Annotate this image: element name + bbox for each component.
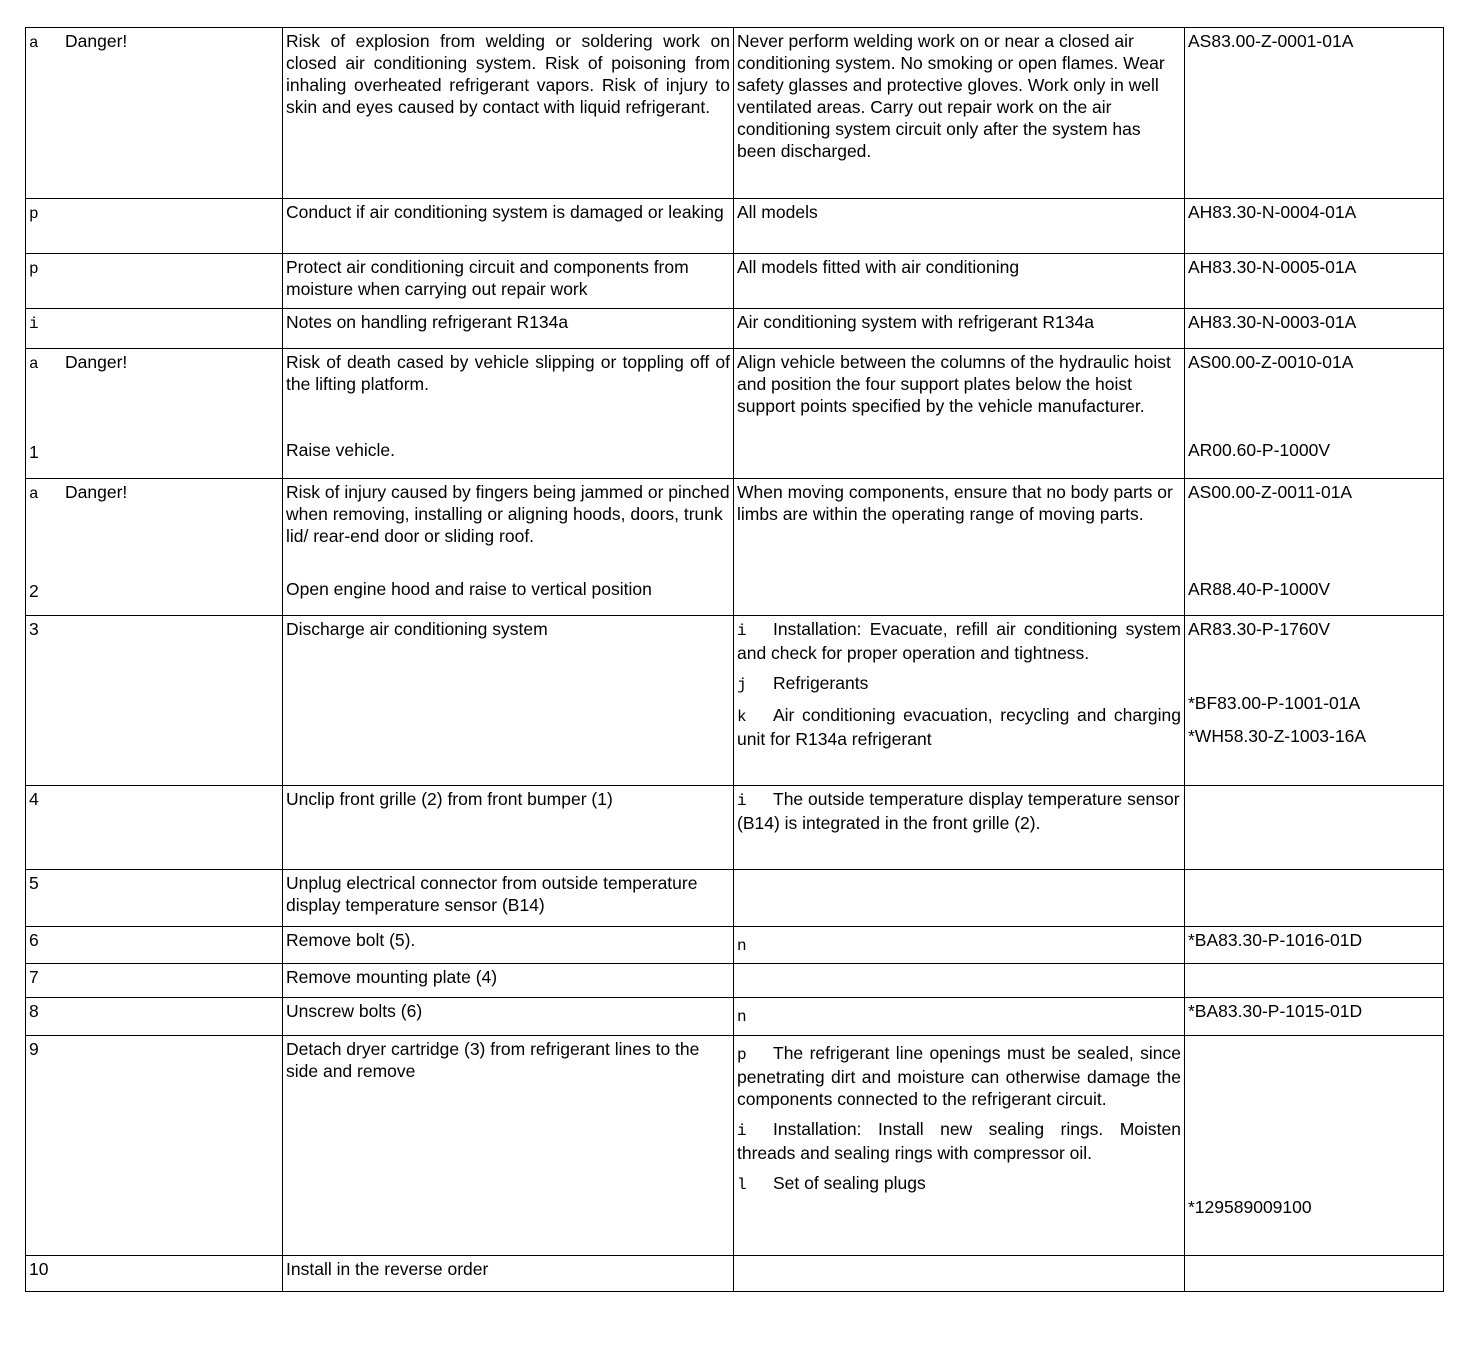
notes-cell <box>734 998 1185 1036</box>
danger-reference[interactable]: AS00.00-Z-0011-01A <box>1188 482 1353 502</box>
notes-cell <box>734 786 1185 870</box>
step-cell <box>26 199 283 254</box>
notes-cell <box>734 964 1185 998</box>
reference-cell <box>1185 964 1444 998</box>
table-row <box>26 616 1444 786</box>
description-cell <box>283 479 734 616</box>
description-cell: Risk of explosion from welding or soldering work on closed air conditioning system. Risk of poisoning from inhaling overheated refrigerant vapors. Risk of injury to skin and eyes caused by contact with liquid refrigerant. <box>283 28 734 199</box>
reference-link[interactable]: *WH58.30-Z-1003-16A <box>1188 726 1366 746</box>
note-text: Installation: Install new sealing rings. Moisten threads and sealing rings with compressor oil. <box>737 1119 1181 1163</box>
description-cell: Unclip front grille (2) from front bumper (1) <box>283 786 734 870</box>
reference-link[interactable]: *BF83.00-P-1001-01A <box>1188 693 1361 713</box>
reference-cell <box>1185 1036 1444 1256</box>
table-row <box>26 927 1444 964</box>
description-cell: Protect air conditioning circuit and components from moisture when carrying out repair work <box>283 254 734 309</box>
step-number: 2 <box>29 581 39 601</box>
table-row <box>26 998 1444 1036</box>
step-number: 7 <box>26 964 283 998</box>
info-icon: i <box>737 622 747 640</box>
description-cell: Unscrew bolts (6) <box>283 998 734 1036</box>
reference-link[interactable]: AR83.30-P-1760V <box>1188 619 1331 639</box>
reference-cell[interactable]: AH83.30-N-0003-01A <box>1185 309 1444 349</box>
step-cell <box>26 309 283 349</box>
danger-label: Danger! <box>65 31 128 51</box>
danger-label: Danger! <box>65 482 128 502</box>
step-reference[interactable]: AR88.40-P-1000V <box>1188 579 1331 599</box>
notes-cell <box>734 870 1185 927</box>
step-number: 3 <box>26 616 283 786</box>
reference-cell[interactable]: AS83.00-Z-0001-01A <box>1185 28 1444 199</box>
info-icon: i <box>29 315 39 333</box>
step-number: 8 <box>26 998 283 1036</box>
reference-cell <box>1185 349 1444 479</box>
notes-cell: Never perform welding work on or near a closed air conditioning system. No smoking or open flames. Wear safety glasses and protective gloves. Work only in well ventilated areas. Carry out repair work on the air conditioning system circuit only after the system has been discharged. <box>734 28 1185 199</box>
danger-icon: a <box>29 485 39 503</box>
table-row <box>26 199 1444 254</box>
table-row <box>26 870 1444 927</box>
table-row <box>26 349 1444 479</box>
notes-cell: When moving components, ensure that no body parts or limbs are within the operating range of moving parts. <box>734 479 1185 616</box>
procedure-table <box>25 27 1444 1292</box>
notes-cell <box>734 616 1185 786</box>
danger-icon: a <box>29 34 39 52</box>
notes-cell: Air conditioning system with refrigerant R134a <box>734 309 1185 349</box>
reference-cell <box>1185 479 1444 616</box>
reference-cell[interactable]: AH83.30-N-0004-01A <box>1185 199 1444 254</box>
notes-cell <box>734 1256 1185 1292</box>
note-text: The outside temperature display temperature sensor (B14) is integrated in the front grille (2). <box>737 789 1180 833</box>
notes-cell <box>734 1036 1185 1256</box>
note-text: Air conditioning evacuation, recycling and charging unit for R134a refrigerant <box>737 705 1181 749</box>
info-icon: i <box>737 792 747 810</box>
step-number: 1 <box>29 442 39 462</box>
notes-cell: Align vehicle between the columns of the hydraulic hoist and position the four support plates below the hoist support points specified by the vehicle manufacturer. <box>734 349 1185 479</box>
step-number: 4 <box>26 786 283 870</box>
table-row <box>26 786 1444 870</box>
note-text: Refrigerants <box>773 673 869 693</box>
description-cell: Install in the reverse order <box>283 1256 734 1292</box>
description-cell: Detach dryer cartridge (3) from refrigerant lines to the side and remove <box>283 1036 734 1256</box>
step-cell <box>26 479 283 616</box>
step-text: Raise vehicle. <box>286 440 395 460</box>
danger-description: Risk of injury caused by fingers being jammed or pinched when removing, installing or aligning hoods, doors, trunk lid/ rear-end door or sliding roof. <box>286 482 730 546</box>
description-cell: Conduct if air conditioning system is damaged or leaking <box>283 199 734 254</box>
description-cell: Unplug electrical connector from outside temperature display temperature sensor (B14) <box>283 870 734 927</box>
danger-reference[interactable]: AS00.00-Z-0010-01A <box>1188 352 1354 372</box>
reference-cell[interactable]: *BA83.30-P-1015-01D <box>1185 998 1444 1036</box>
note-text: Installation: Evacuate, refill air conditioning system and check for proper operation and tightness. <box>737 619 1181 663</box>
notes-cell: All models <box>734 199 1185 254</box>
info-icon: i <box>737 1122 747 1140</box>
danger-icon: a <box>29 355 39 373</box>
step-cell <box>26 349 283 479</box>
reference-cell[interactable]: *BA83.30-P-1016-01D <box>1185 927 1444 964</box>
description-cell <box>283 349 734 479</box>
table-row <box>26 1036 1444 1256</box>
note-text: The refrigerant line openings must be sealed, since penetrating dirt and moisture can otherwise damage the components connected to the refrigerant circuit. <box>737 1043 1181 1109</box>
refrigerant-icon: j <box>737 676 747 694</box>
table-row <box>26 254 1444 309</box>
tool-icon: l <box>737 1176 747 1194</box>
step-cell <box>26 254 283 309</box>
tool-icon: k <box>737 708 747 726</box>
wrench-icon: p <box>29 205 39 223</box>
reference-cell[interactable]: AH83.30-N-0005-01A <box>1185 254 1444 309</box>
torque-icon: n <box>737 1008 747 1026</box>
part-number[interactable]: *129589009100 <box>1188 1197 1312 1217</box>
step-reference[interactable]: AR00.60-P-1000V <box>1188 440 1331 460</box>
table-row <box>26 964 1444 998</box>
danger-label: Danger! <box>65 352 128 372</box>
table-row <box>26 479 1444 616</box>
step-number: 5 <box>26 870 283 927</box>
wrench-icon: p <box>29 260 39 278</box>
note-text: Set of sealing plugs <box>773 1173 926 1193</box>
description-cell: Remove mounting plate (4) <box>283 964 734 998</box>
table-row <box>26 1256 1444 1292</box>
torque-icon: n <box>737 937 747 955</box>
wrench-icon: p <box>737 1046 747 1064</box>
reference-cell <box>1185 786 1444 870</box>
danger-description: Risk of death cased by vehicle slipping or toppling off of the lifting platform. <box>286 352 730 394</box>
description-cell: Discharge air conditioning system <box>283 616 734 786</box>
step-text: Open engine hood and raise to vertical position <box>286 579 652 599</box>
reference-cell <box>1185 1256 1444 1292</box>
reference-cell <box>1185 616 1444 786</box>
step-number: 9 <box>26 1036 283 1256</box>
step-number: 10 <box>26 1256 283 1292</box>
step-cell <box>26 28 283 199</box>
table-row <box>26 309 1444 349</box>
description-cell: Remove bolt (5). <box>283 927 734 964</box>
reference-cell <box>1185 870 1444 927</box>
step-number: 6 <box>26 927 283 964</box>
description-cell: Notes on handling refrigerant R134a <box>283 309 734 349</box>
notes-cell: All models fitted with air conditioning <box>734 254 1185 309</box>
table-row <box>26 28 1444 199</box>
notes-cell <box>734 927 1185 964</box>
